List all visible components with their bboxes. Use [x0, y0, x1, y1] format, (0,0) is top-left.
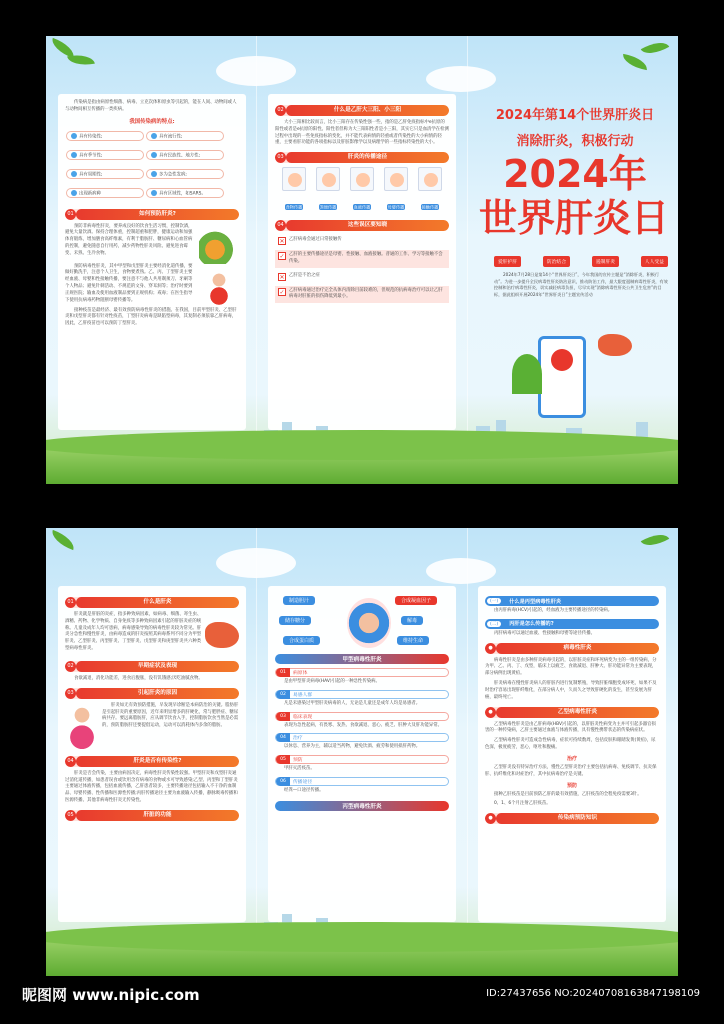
heart-icon — [551, 349, 573, 371]
leaf-decoration — [641, 528, 670, 551]
section-number: 02 — [65, 661, 76, 672]
viral-prevention-text: 预防病毒性肝炎，其中甲型和戊型肝炎主要经消化道传播，要做好勤洗手，注意个人卫生，食物要煮熟。乙、丙、丁型肝炎主要经血液、母婴和性接触传播，要注意不与他人共用剃须刀、牙刷等个人物品；避免针刺活动、不规范的文身、穿耳洞等；治疗时要到正规医院；输血及使用血液制品要到正规机构；戒毒；在医生指导下使用抗病毒药物阻断母婴传播等。 — [65, 263, 193, 303]
watermark-logo: 昵图网 www.nipic.com — [22, 986, 200, 1004]
fold-line — [256, 36, 257, 484]
section-header — [65, 756, 239, 767]
question-title: 丙肝是怎么传播的? — [509, 621, 554, 628]
hav-item: 04 治疗 — [275, 733, 449, 742]
slogan-tag: 遏制肝炎 — [592, 256, 619, 267]
feature-chip: 具有区域性，如SARS。 — [146, 188, 224, 199]
phone-illustration — [538, 336, 586, 418]
panel-hepatitis-a — [268, 586, 456, 922]
viral-prevention-row — [65, 264, 239, 308]
prevention-row — [65, 224, 239, 264]
myth-item: ✓ 乙肝的主要传播途径是母婴、性接触、血液接触。普通的工作、学习等接触不会传染。 — [275, 250, 449, 267]
slogan-row — [494, 256, 668, 267]
hav-item: 03 临床表现 — [275, 712, 449, 721]
section-marker: ● — [485, 643, 496, 654]
panel-hepatitis-basics — [58, 586, 246, 922]
hav-item-text: 凡是未感染过甲型肝炎病毒的人，无论是儿童还是成年人均是易感者。 — [284, 700, 421, 706]
feces-icon — [316, 167, 340, 191]
check-icon: ✓ — [279, 253, 285, 261]
vegetables-illustration — [199, 228, 239, 264]
food-icon — [282, 167, 306, 191]
liver-functions-diagram — [275, 592, 449, 654]
function-tag: 储存糖分 — [279, 616, 311, 625]
section-title: 早期症状及表现 — [76, 661, 239, 672]
feature-chip: 出现新病种 — [66, 188, 144, 199]
function-tag: 维持生命 — [397, 636, 429, 645]
liver-icon — [205, 622, 239, 648]
dot-icon — [151, 133, 157, 139]
feature-chip: 具有传染性; — [66, 131, 144, 142]
section-marker: ● — [485, 707, 496, 718]
panel-viral-hepatitis — [478, 586, 666, 922]
feature-chip: 具有季节性; — [66, 150, 144, 161]
vaccine-schedule-text: 0、1、6个月注射乙肝疫苗。 — [494, 801, 551, 807]
question-header — [485, 596, 659, 606]
feature-chip: 具有周期性; — [66, 169, 144, 180]
section-title: 什么是肝炎 — [76, 597, 239, 608]
brochure-inner-sheet — [46, 528, 678, 976]
question-header — [485, 619, 659, 629]
definition-text: 肝炎就是肝脏的炎症，指多种致病因素，如病毒、细菌、寄生虫、酒精、药物、化学物质、自身免疫等多种致病因素引起的肝脏炎症的统称。儿童及成年人均可患病，病毒感染导致的病毒性肝炎较为常见。肝炎分急性和慢性肝炎，由病毒造成的肝炎按照其病毒系列不同分为甲型肝炎、乙型肝炎、丙型肝炎、丁型肝炎、戊型肝炎和庚型肝炎共六种类型病毒性肝炎。 — [65, 612, 202, 652]
liver-icon — [598, 334, 632, 356]
section-title: 肝炎的传播途径 — [286, 152, 449, 163]
dot-icon — [151, 171, 157, 177]
route-mother-child: 母婴传播 — [381, 167, 411, 212]
section-number: 03 — [275, 152, 286, 163]
question-number: (一) — [487, 598, 501, 604]
section-title: 这些误区要知晓 — [286, 220, 449, 231]
symptoms-text: 食欲减退，消化功能差，进食后腹胀，没有饥饿感;厌吃油腻食物。 — [74, 675, 203, 681]
hav-item: 01 病原体 — [275, 668, 449, 677]
features-list — [65, 128, 239, 204]
dot-icon — [151, 190, 157, 196]
route-food: 食物传播 — [279, 167, 309, 212]
vaccine-text: 接种疫苗是最经济、最有效预防病毒性肝炎的措施。在我国，目前甲型肝炎、乙型肝炎和戊型肝炎都有针对性疫苗，丁型肝炎病毒是缺陷型病毒，其复制必须依靠乙肝病毒，因此，乙肝疫苗也可以预防丁型肝炎。 — [65, 307, 237, 327]
hav-item: 02 易感人群 — [275, 690, 449, 699]
fold-line — [467, 36, 468, 484]
hbv-text: 乙型病毒性肝炎是由乙肝病毒(HBV)引起的，以肝脏炎性病变为主并可引起多器官损害的一种传染病，乙肝主要通过血液与体液传播，具有慢性携带状态的传染病症状。 — [485, 721, 656, 734]
viral-hepatitis-text: 肝炎病毒在慢性肝炎病人的肝脏内进行复制繁殖，导致肝脏细胞变成坏死，如果不及时治疗容易出现肝纤维化，在部分病人中，久而久之导致肝硬化的发生，甚至发展为肝癌，最终死亡。 — [485, 681, 657, 700]
cloud — [426, 558, 496, 584]
features-title: 我国传染病的特点: — [129, 118, 175, 125]
section-header — [65, 661, 239, 672]
mother-child-icon — [384, 167, 408, 191]
question-title: 什么是丙型病毒性肝炎 — [509, 598, 562, 605]
myth-item: ✕ 乙肝是不治之症 — [279, 272, 320, 281]
section-title: 什么是乙肝大三阳、小三阳 — [286, 105, 449, 116]
section-title: 乙型病毒性肝炎 — [496, 707, 659, 718]
cover-title: 世界肝炎日 — [478, 196, 669, 240]
doctors-illustration — [347, 598, 391, 648]
section-title: 肝炎是否有传染性? — [76, 756, 239, 767]
dot-icon — [71, 190, 77, 196]
function-tag: 制造胆汁 — [283, 596, 315, 605]
exercise-illustration — [199, 268, 239, 308]
section-number: 01 — [65, 209, 76, 220]
cover-line1: 2024年第14个世界肝炎日 — [495, 108, 655, 123]
section-header — [485, 643, 659, 654]
fold-line — [467, 528, 468, 976]
answer-text: 由丙肝病毒(HCV)引起的，经血液为主要传播途径的传染病。 — [494, 608, 613, 613]
leaf-decoration — [49, 530, 78, 550]
slogan-tag: 爱肝护肝 — [494, 256, 521, 267]
section-title: 病毒性肝炎 — [496, 643, 659, 654]
grass-ground — [46, 444, 678, 484]
section-number: 05 — [65, 810, 76, 821]
fold-line — [256, 528, 257, 976]
section-title: 肝脏的功能 — [76, 810, 239, 821]
section-title: 传染病预防知识 — [496, 813, 659, 824]
section-header — [275, 801, 449, 811]
overweight-person-illustration — [65, 705, 99, 751]
definition-row — [65, 612, 239, 656]
dot-icon — [71, 152, 77, 158]
plant-illustration — [512, 354, 542, 394]
panel-prevention — [58, 94, 246, 430]
function-tag: 解毒 — [401, 616, 423, 625]
prevention-heading: 预防 — [566, 782, 577, 789]
feature-chip: 具有流行性; — [146, 131, 224, 142]
myth-item: ✕ 乙肝病毒会通过日常接触传 — [279, 237, 342, 246]
hav-item-text: 甲肝灭活疫苗。 — [284, 766, 315, 772]
check-icon: ✓ — [279, 288, 285, 296]
hav-item-text: 表现为急性起病，有畏寒、发热、食欲减退、恶心、疲乏、肝肿大及肝功能异常。 — [284, 722, 443, 728]
dot-icon — [71, 171, 77, 177]
section-header — [275, 654, 449, 664]
causes-text: 肝炎如无有效预防措施，早发现早诊断是本病防治的关键。脂肪肝是引起肝炎的重要原因，近年来明显增多的肝硬化，常与肥胖症、糖尿病共存。要远离脂肪肝，应从调节饮食入手，控制脂肪饮食当然是必需的，预防脂肪肝还要提倡运动，运动可以消耗体内多余的脂肪。 — [102, 702, 239, 729]
slogan-tag: 防治结合 — [543, 256, 570, 267]
section-header — [485, 707, 659, 718]
panel-transmission — [268, 94, 456, 430]
route-blood: 血液传播 — [347, 167, 377, 212]
treatment-text: 乙型肝炎没有特异治疗方法，慢性乙型肝炎治疗主要包括抗病毒、免疫调节、抗炎保肝、抗纤维化和对症治疗，其中抗病毒治疗是关键。 — [485, 764, 657, 777]
section-header — [65, 597, 239, 608]
cover-year: 2024年 — [503, 152, 647, 196]
feature-chip: 多为急性发病; — [146, 169, 224, 180]
section-number: 04 — [275, 220, 286, 231]
hbv-text: 乙型病毒性肝炎可造成急性病毒，症状可持续数周，包括皮肤和眼睛发黄(黄疸)，尿色深，极度疲劳，恶心，呕吐和腹痛。 — [485, 738, 656, 751]
prevention-text: 预防非病毒性肝炎，要养成良好的饮食生活习惯，控制饮酒，避免大量饮酒。保持合理体重，控制超重和肥胖，健康运动和加强体育锻炼，增加膳食高纤维素，有利于脂肪肝、糖尿病和心血管病的控制，避免随意自行用药，减少药物性肝炎风险。避免进食霉变、未熟、生冷食物。 — [65, 223, 193, 256]
section-number: 01 — [65, 597, 76, 608]
hav-item-text: 是由甲型肝炎病毒(HAV)引起的一种急性传染病。 — [284, 679, 380, 684]
feature-chip: 具有民族性、地方性; — [146, 150, 224, 161]
intro-text: 传染病是指由病原性细菌、病毒、立克次体和原虫等引起的，能在人间、动物间或人与动物间相互传播的一类疾病。 — [65, 100, 237, 112]
section-header — [65, 688, 239, 699]
section-header — [65, 810, 239, 821]
cover-line2: 消除肝炎，积极行动 — [516, 134, 634, 149]
question-number: (二) — [487, 621, 501, 627]
routes-grid — [275, 167, 449, 212]
dot-icon — [71, 133, 77, 139]
cross-icon: ✕ — [279, 273, 285, 281]
section-marker: ● — [485, 813, 496, 824]
myth-item: ✓ 乙肝病毒通过治疗完全从体内清除目前较难的，但规范的抗病毒治疗可以让乙肝病毒对肝脏的损伤降低到最小。 — [275, 286, 449, 303]
leaf-decoration — [621, 54, 649, 70]
dot-icon — [151, 152, 157, 158]
answer-text: 丙肝病毒可以通过血液、性接触和母婴等途径传播。 — [494, 630, 595, 636]
route-contact: 接触传播 — [415, 167, 445, 212]
hbv-markers-text: 大小三阳相比较而言，比小三阳存在传染性强一些，指的是乙肝免疫指标中e抗原的阳性或者是e抗原的阳性。阳性者但称为大三阳阳性者是小三阳，其实它只是血清学在检测过程中出现的一些免疫指标的变化，并不能代表病情的轻重或者传染性的大小病情的轻重，主要看肝功能的各项指标以及肝脏影像学以及病理学的一些指标传染性的大小。 — [275, 120, 449, 146]
hav-item-text: 经粪—口途径传播。 — [284, 788, 324, 794]
viral-hepatitis-text: 病毒性肝炎是由多种肝炎病毒引起的，以肝脏炎症和坏死病变为主的一组传染病，分为甲、乙、丙、丁、戊型，临床上以疲乏、食欲减退、肝肿大、肝功能异常为主要表现，部分病例出现黄疸。 — [485, 657, 657, 677]
prevention-text: 接种乙肝疫苗是目前预防乙肝的最有效措施，乙肝疫苗的全程免疫需要3针。 — [494, 791, 642, 797]
section-title: 引起肝炎的原因 — [76, 688, 239, 699]
section-title: 甲型病毒性肝炎 — [342, 657, 382, 663]
route-feces: 粪便传播 — [313, 167, 343, 212]
section-header — [275, 220, 449, 231]
contagion-text: 肝炎是否会传染，主要由病因决定，病毒性肝炎传染性较强。甲型肝炎和戊型肝炎通过消化道传播，如患者误食或饮用含有病毒的食物或水可导致感染;乙型、丙型和丁型肝炎主要通过体液传播，包括血液传播，乙肝患者较多，主要传播途径包括输入不干净的血制品、母婴传播、性传播和医源性传播;丙肝传播途径主要为血液输入传播，静脉吸毒传播和医源传播。其他非病毒性肝炎无传染性。 — [65, 770, 238, 804]
causes-row — [65, 703, 239, 751]
section-title: 丙型病毒性肝炎 — [342, 803, 382, 810]
handshake-icon — [418, 167, 442, 191]
cover-intro: 2024年7月28日是第14个“世界肝炎日”，今年我国的宣传主题是“消除肝炎，积极行动”。为进一步提升全民病毒性肝炎防治意识，推动防治工作，最大限度遏制病毒性肝炎，有效控制和治疗病毒性肝炎，切实减轻病毒负担，尽早实现“消除病毒性肝炎公共卫生危害”的目标，据此组织开展2024年“世界肝炎日”主题宣传活动 — [494, 272, 668, 298]
treatment-heading: 治疗 — [566, 755, 577, 762]
section-title: 如何预防肝炎? — [76, 209, 239, 220]
section-header — [275, 105, 449, 116]
section-header — [485, 813, 659, 824]
cloud — [426, 66, 496, 92]
leaf-decoration — [641, 36, 670, 59]
hav-item-text: 以休息、营养为主，辅以适当药物，避免饮酒、疲劳和使用损肝药物。 — [284, 744, 421, 750]
section-number: 04 — [65, 756, 76, 767]
watermark-id: ID:27437656 NO:20240708163847198109 — [486, 988, 700, 999]
function-tag: 合成蛋白质 — [283, 636, 320, 645]
hav-item: 06 传播途径 — [275, 777, 449, 786]
function-tag: 合成凝血因子 — [395, 596, 437, 605]
section-number: 03 — [65, 688, 76, 699]
blood-icon — [350, 167, 374, 191]
section-header — [65, 209, 239, 220]
cross-icon: ✕ — [279, 238, 285, 246]
slogan-tag: 人人受益 — [641, 256, 668, 267]
section-number: 02 — [275, 105, 286, 116]
section-header — [275, 152, 449, 163]
hav-item: 05 预防 — [275, 755, 449, 764]
grass-ground — [46, 936, 678, 976]
brochure-outer-sheet — [46, 36, 678, 484]
